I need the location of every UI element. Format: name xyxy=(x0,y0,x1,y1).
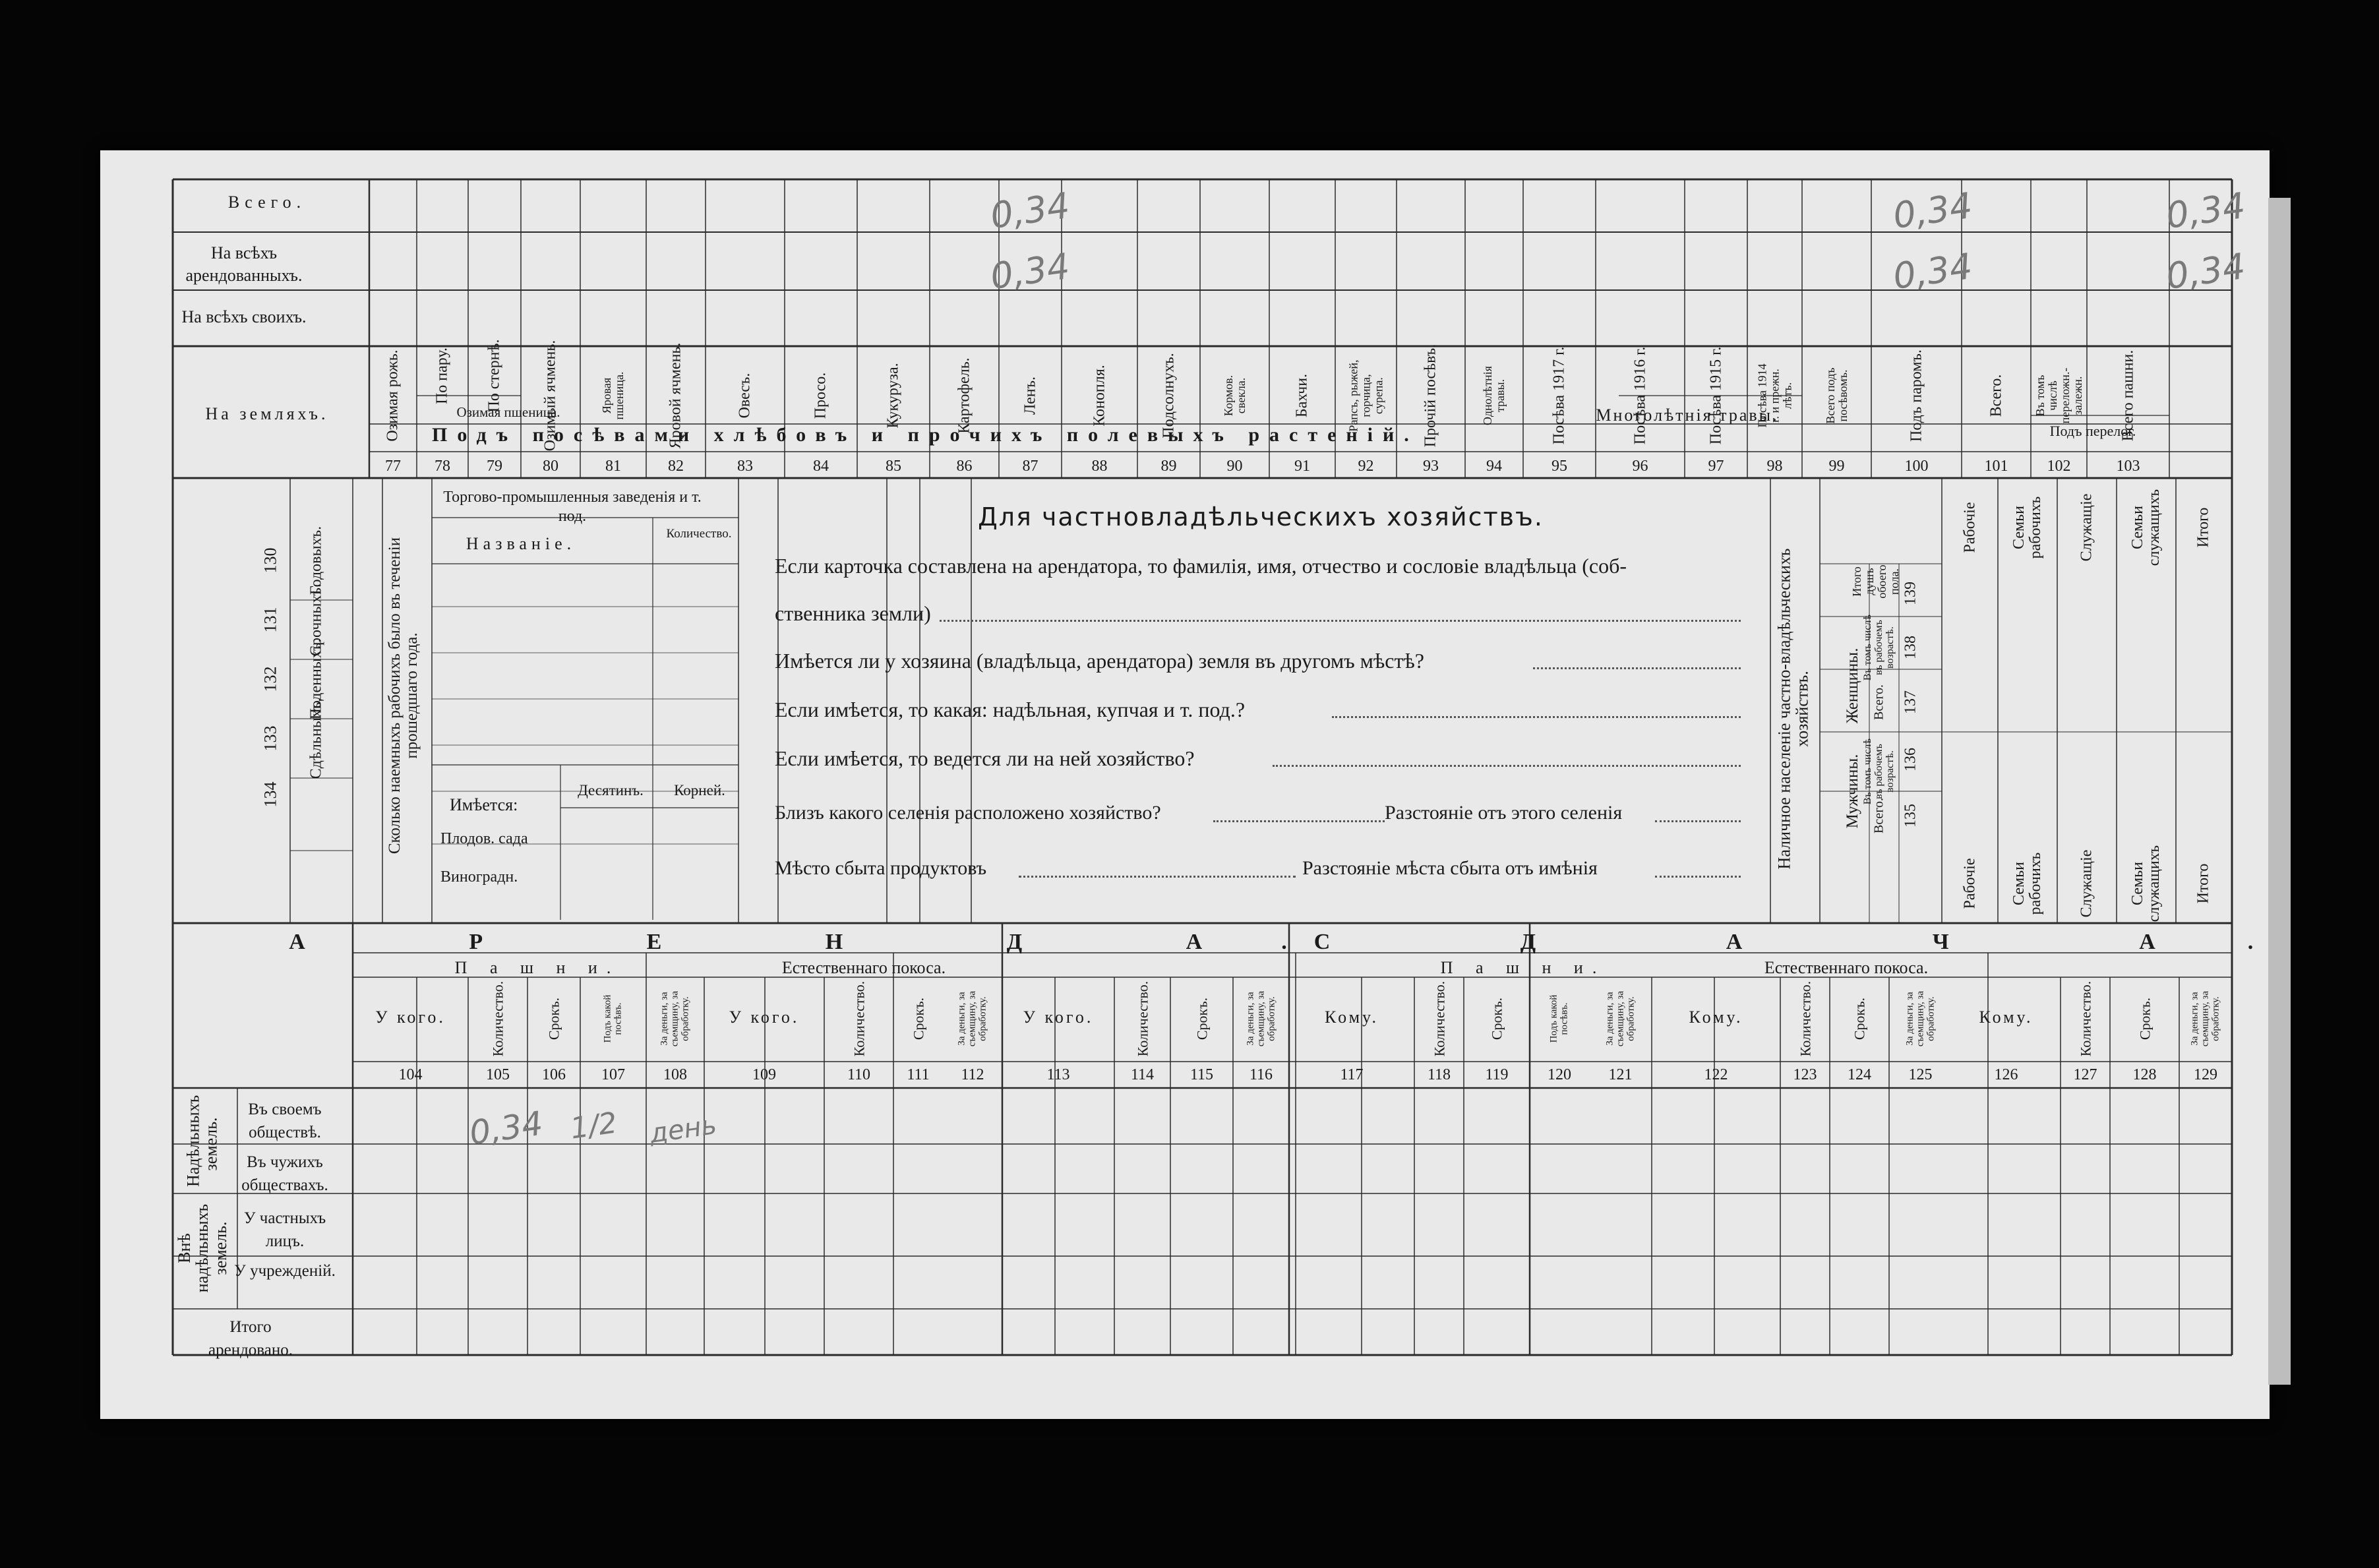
workers-num-130: 130 xyxy=(260,547,280,574)
row-label-svoem: Въ своемъ обществѣ. xyxy=(248,1101,322,1141)
crop-col-num-95: 95 xyxy=(1551,458,1567,475)
lease-num-124: 124 xyxy=(1848,1066,1871,1083)
crop-col-label-88: Конопля. xyxy=(1090,365,1108,427)
private-q3: Если имѣется, то какая: надѣльная, купчая и т. под.? xyxy=(775,698,1246,721)
lease-head-110: Количество. xyxy=(850,980,867,1057)
workers-num-132: 132 xyxy=(260,666,280,692)
pop-right-col-top-4: Итого xyxy=(2194,507,2212,548)
pop-num-135: 135 xyxy=(1902,804,1919,828)
row-label-arendovannyh: На всѣхъ арендованныхъ. xyxy=(185,243,303,285)
row-label-itogo: Итого арендовано. xyxy=(208,1318,293,1359)
crop-col-label-92: Рапсъ, рыжей, горчица, сурепа. xyxy=(1346,359,1385,432)
lease-head-104: У кого. xyxy=(375,1008,446,1027)
crop-col-label-80: Озимый ячмень. xyxy=(541,340,559,452)
lease-num-106: 106 xyxy=(542,1066,566,1083)
pop-right-col-top-3: Семьи служащихъ xyxy=(2128,489,2163,566)
private-q5: Близъ какого селенія расположено хозяйство? xyxy=(775,802,1161,824)
private-q5b: Разстояніе отъ этого селенія xyxy=(1385,802,1623,824)
hand-vsego-99: 0,34 xyxy=(1890,184,1975,237)
crop-col-label-86: Картофель. xyxy=(955,357,973,434)
crop-col-num-87: 87 xyxy=(1022,458,1039,475)
crop-col-label-89: Подсолнухъ. xyxy=(1159,353,1177,438)
crop-col-label-97: Посѣва 1915 г. xyxy=(1706,346,1724,445)
private-q4: Если имѣется, то ведется ли на ней хозяйство? xyxy=(775,746,1195,770)
leader-q6 xyxy=(1019,876,1296,878)
pop-z-vsego: Всего. xyxy=(1871,684,1886,721)
lease-head-124: Срокъ. xyxy=(1851,997,1868,1040)
row-label-vsego: Всего. xyxy=(227,193,307,212)
private-q1a: Если карточка составлена на арендатора, то фамилія, имя, отчество и сословіе владѣльца (соб- xyxy=(775,554,1627,578)
lease-head-119: Срокъ. xyxy=(1488,997,1505,1040)
crop-col-num-102: 102 xyxy=(2047,458,2071,475)
private-q2: Имѣется ли у хозяина (владѣльца, арендатора) земля въ другомъ мѣстѣ? xyxy=(775,649,1424,673)
crop-col-label-98: Посѣва 1914 г. и прежн. лѣтъ. xyxy=(1755,363,1793,428)
lease-head-115: Срокъ. xyxy=(1193,997,1210,1040)
pop-zhenshchiny: Женщины. xyxy=(1843,648,1861,724)
crop-col-label-95: Посѣва 1917 г. xyxy=(1550,346,1568,445)
lease-num-109: 109 xyxy=(752,1066,776,1083)
lease-num-116: 116 xyxy=(1249,1066,1273,1083)
trade-plodov: Плодов. сада xyxy=(440,830,528,847)
trade-imeetsya: Имѣется: xyxy=(450,795,518,814)
pop-z-v-tom: Въ томъ числѣ въ рабочемъ возрастѣ. xyxy=(1861,614,1896,681)
crop-col-num-96: 96 xyxy=(1632,458,1648,475)
group-label-ozimaya-pshenitsa: Озимая пшеница. xyxy=(456,404,560,420)
workers-title: Сколько наемныхъ рабочихъ было въ теченіи прошедшаго года. xyxy=(385,537,421,855)
leader-q2 xyxy=(1533,667,1741,669)
pop-right-col-bottom-4: Итого xyxy=(2194,863,2212,904)
crop-col-num-90: 90 xyxy=(1226,458,1243,475)
pop-right-col-top-0: Рабочіе xyxy=(1961,502,1979,553)
lease-num-122: 122 xyxy=(1704,1066,1728,1083)
lease-num-113: 113 xyxy=(1046,1066,1070,1083)
crop-col-num-98: 98 xyxy=(1766,458,1783,475)
crop-col-num-92: 92 xyxy=(1358,458,1374,475)
crop-col-num-94: 94 xyxy=(1486,458,1502,475)
lease-num-129: 129 xyxy=(2194,1066,2217,1083)
crop-col-num-91: 91 xyxy=(1294,458,1310,475)
workers-num-133: 133 xyxy=(260,725,280,752)
crop-col-label-103: Всего пашни. xyxy=(2119,349,2136,442)
workers-num-134: 134 xyxy=(260,781,280,808)
lease-head-113: У кого. xyxy=(1023,1008,1094,1027)
crop-col-label-94: Однолѣтнія травы. xyxy=(1481,366,1507,425)
row-label-uchrezhdeniy: У учрежденій. xyxy=(234,1262,336,1280)
lease-num-118: 118 xyxy=(1427,1066,1451,1083)
lease-num-120: 120 xyxy=(1548,1066,1571,1083)
crop-col-label-93: Прочій посѣвъ. xyxy=(1422,344,1439,448)
pop-right-col-top-1: Семьи рабочихъ xyxy=(2010,496,2044,559)
hand-arend-103: 0,34 xyxy=(2163,245,2248,298)
posevy-band-title: Подъ посѣвами хлѣбовъ и прочихъ полевыхъ растеній. xyxy=(432,424,1419,446)
pop-right-col-bottom-3: Семьи служащихъ xyxy=(2128,845,2163,922)
crop-col-label-77: Озимая рожь. xyxy=(384,349,402,442)
crop-col-num-85: 85 xyxy=(886,458,901,475)
crop-col-label-87: Ленъ. xyxy=(1021,376,1039,415)
crop-col-label-101: Всего. xyxy=(1987,374,2004,417)
sdacha-pashni: П а ш н и. xyxy=(1440,958,1606,977)
leader-q4 xyxy=(1273,765,1741,767)
crop-col-label-90: Кормов. свекла. xyxy=(1221,375,1248,417)
pop-itogo-dush: Итого душъ обоего пола. xyxy=(1850,564,1901,599)
crop-col-label-91: Бахчи. xyxy=(1293,373,1311,418)
lease-head-111: Срокъ. xyxy=(909,997,926,1040)
crop-col-label-83: Овесъ. xyxy=(736,373,754,419)
crop-col-num-101: 101 xyxy=(1984,458,2008,475)
crop-col-num-93: 93 xyxy=(1423,458,1439,475)
lease-head-108: За деньги, за съемщину, за обработку. xyxy=(659,990,690,1047)
lease-head-106: Срокъ. xyxy=(545,997,562,1040)
lease-num-112: 112 xyxy=(961,1066,984,1083)
lease-head-107: Подъ какой посѣвъ. xyxy=(602,994,623,1043)
lease-num-125: 125 xyxy=(1908,1066,1933,1083)
crop-col-num-89: 89 xyxy=(1160,458,1177,475)
hand-arenda-106: 1/2 xyxy=(568,1106,620,1146)
lease-head-112: За деньги, за съемщину, за обработку. xyxy=(956,990,988,1047)
private-q1b: ственника земли) xyxy=(775,601,931,625)
crop-col-label-85: Кукуруза. xyxy=(884,363,902,429)
leader-q3 xyxy=(1332,716,1741,718)
population-title: Наличное населеніе частно-владѣльческихъ хозяйствъ. xyxy=(1774,548,1812,870)
hand-arend-86: 0,34 xyxy=(988,245,1073,298)
sdacha-title: С Д А Ч А. xyxy=(1313,930,2346,954)
lease-num-114: 114 xyxy=(1130,1066,1155,1083)
group-label-mnogoletnie: Многолѣтнія травы. xyxy=(1596,406,1779,425)
lease-head-118: Количество. xyxy=(1430,980,1447,1057)
arenda-pokos: Естественнаго покоса. xyxy=(781,958,946,977)
lease-head-126: Кому. xyxy=(1979,1008,2033,1027)
crop-col-label-99: Всего подъ посѣвомъ. xyxy=(1823,367,1850,424)
trade-title: Торгово-промышленныя заведенія и т. под. xyxy=(443,489,702,525)
workers-num-131: 131 xyxy=(260,607,280,633)
leader-q5b xyxy=(1655,820,1741,822)
group-label-perelog: Подъ перелог. xyxy=(2049,423,2136,439)
lease-head-127: Количество. xyxy=(2076,980,2093,1057)
lease-head-128: Срокъ. xyxy=(2136,997,2153,1040)
crop-col-num-88: 88 xyxy=(1091,458,1108,475)
vne-group-label: Внѣ надѣльныхъ земель. xyxy=(175,1203,230,1293)
lease-head-122: Кому. xyxy=(1689,1008,1743,1027)
hand-arenda-108: день xyxy=(647,1110,719,1149)
crop-col-num-99: 99 xyxy=(1828,458,1845,475)
pop-m-v-tom: Въ томъ числѣ въ рабочемъ возрастѣ. xyxy=(1861,738,1896,805)
pop-m-vsego: Всего. xyxy=(1871,797,1886,834)
arenda-pashni: П а ш н и. xyxy=(454,958,620,977)
row-label-chastnyh: У частныхъ лицъ. xyxy=(243,1209,326,1250)
lease-num-104: 104 xyxy=(398,1066,423,1083)
leader-q1 xyxy=(940,620,1741,622)
lease-num-123: 123 xyxy=(1793,1066,1817,1083)
crop-col-label-100: Подъ паромъ. xyxy=(1907,349,1925,442)
trade-desyatin: Десятинъ. xyxy=(578,782,644,799)
pop-num-138: 138 xyxy=(1902,636,1919,659)
workers-col-130: Годовыхъ. xyxy=(307,526,325,595)
lease-head-125: За деньги, за съемщину, за обработку. xyxy=(1904,990,1936,1047)
lease-head-129: За деньги, за съемщину, за обработку. xyxy=(2189,990,2221,1047)
crop-col-label-82: Яровой ячмень. xyxy=(667,342,684,449)
lease-head-121: За деньги, за съемщину, за обработку. xyxy=(1604,990,1636,1047)
crop-col-num-82: 82 xyxy=(668,458,684,475)
hand-vsego-103: 0,34 xyxy=(2163,184,2248,237)
crop-col-label-79: По стернѣ. xyxy=(485,339,503,413)
crop-col-num-84: 84 xyxy=(813,458,829,475)
hand-arend-99: 0,34 xyxy=(1890,245,1975,298)
lease-num-121: 121 xyxy=(1608,1066,1633,1083)
row-label-chuzhih: Въ чужихъ обществахъ. xyxy=(241,1153,328,1194)
lease-num-117: 117 xyxy=(1340,1066,1364,1083)
trade-vinograd: Виноградн. xyxy=(440,868,518,886)
trade-qty-col: Количество. xyxy=(666,527,732,541)
lease-num-108: 108 xyxy=(663,1066,687,1083)
private-title: Для частновладѣльческихъ хозяйствъ. xyxy=(978,502,1544,531)
sdacha-pokos: Естественнаго покоса. xyxy=(1764,958,1929,977)
hand-arenda-105: 0,34 xyxy=(467,1104,545,1153)
trade-name-col: Названіе. xyxy=(466,534,576,553)
pop-num-139: 139 xyxy=(1902,582,1919,605)
arenda-title: А Р Е Н Д А. xyxy=(289,930,1366,954)
row-label-na-zemlyah: На земляхъ. xyxy=(205,404,329,423)
lease-head-116: За деньги, за съемщину, за обработку. xyxy=(1244,990,1277,1047)
crop-col-label-96: Посѣва 1916 г. xyxy=(1631,346,1648,445)
leader-q6b xyxy=(1655,876,1741,878)
lease-head-109: У кого. xyxy=(729,1008,800,1027)
trade-korney: Корней. xyxy=(674,782,725,799)
crop-col-num-86: 86 xyxy=(956,458,973,475)
pop-right-col-top-2: Служащіе xyxy=(2078,493,2095,562)
crop-col-num-81: 81 xyxy=(605,458,621,475)
lease-num-128: 128 xyxy=(2132,1066,2157,1083)
pop-right-col-bottom-1: Семьи рабочихъ xyxy=(2010,852,2044,915)
lease-num-107: 107 xyxy=(601,1066,625,1083)
workers-col-132: Поденныхъ. xyxy=(307,638,325,720)
pop-muzhchiny: Мужчины. xyxy=(1843,754,1861,829)
crop-col-label-78: По пару. xyxy=(433,347,451,405)
lease-head-120: Подъ какой посѣвъ. xyxy=(1548,994,1569,1043)
pop-num-137: 137 xyxy=(1902,690,1919,714)
pop-right-col-bottom-2: Служащіе xyxy=(2078,849,2095,918)
lease-head-123: Количество. xyxy=(1796,980,1813,1057)
lease-num-119: 119 xyxy=(1485,1066,1509,1083)
crop-col-label-84: Просо. xyxy=(812,372,829,419)
workers-col-131: Срочныхъ. xyxy=(307,584,325,656)
crop-col-num-78: 78 xyxy=(435,458,450,475)
nadel-group-label: Надѣльныхъ земель. xyxy=(183,1095,221,1187)
row-label-svoih: На всѣхъ своихъ. xyxy=(181,307,307,326)
lease-num-115: 115 xyxy=(1190,1066,1214,1083)
lease-num-127: 127 xyxy=(2073,1066,2097,1083)
workers-col-133: Сдѣльныхъ. xyxy=(307,698,325,779)
crop-col-num-79: 79 xyxy=(487,458,502,475)
lease-num-110: 110 xyxy=(847,1066,871,1083)
crop-col-num-83: 83 xyxy=(737,458,753,475)
lease-head-114: Количество. xyxy=(1133,980,1151,1057)
crop-col-num-103: 103 xyxy=(2116,458,2140,475)
lease-head-105: Количество. xyxy=(489,980,506,1057)
leader-q5 xyxy=(1213,820,1385,822)
private-q6: Мѣсто сбыта продуктовъ xyxy=(775,857,987,879)
private-q6b: Разстояніе мѣста сбыта отъ имѣнія xyxy=(1302,857,1598,879)
crop-col-num-97: 97 xyxy=(1708,458,1724,475)
crop-col-num-80: 80 xyxy=(543,458,558,475)
hand-vsego-86: 0,34 xyxy=(988,184,1073,237)
crop-col-label-81: Яровая пшеница. xyxy=(600,371,626,420)
lease-head-117: Кому. xyxy=(1325,1008,1379,1027)
pop-num-136: 136 xyxy=(1902,748,1919,771)
lease-num-111: 111 xyxy=(907,1066,930,1083)
crop-col-num-100: 100 xyxy=(1904,458,1929,475)
lease-num-105: 105 xyxy=(486,1066,510,1083)
pop-right-col-bottom-0: Рабочіе xyxy=(1961,858,1979,909)
crop-col-label-102: Въ томъ числѣ переложн.-залежн. xyxy=(2033,367,2084,424)
lease-num-126: 126 xyxy=(1994,1066,2018,1083)
crop-col-num-77: 77 xyxy=(385,458,401,475)
